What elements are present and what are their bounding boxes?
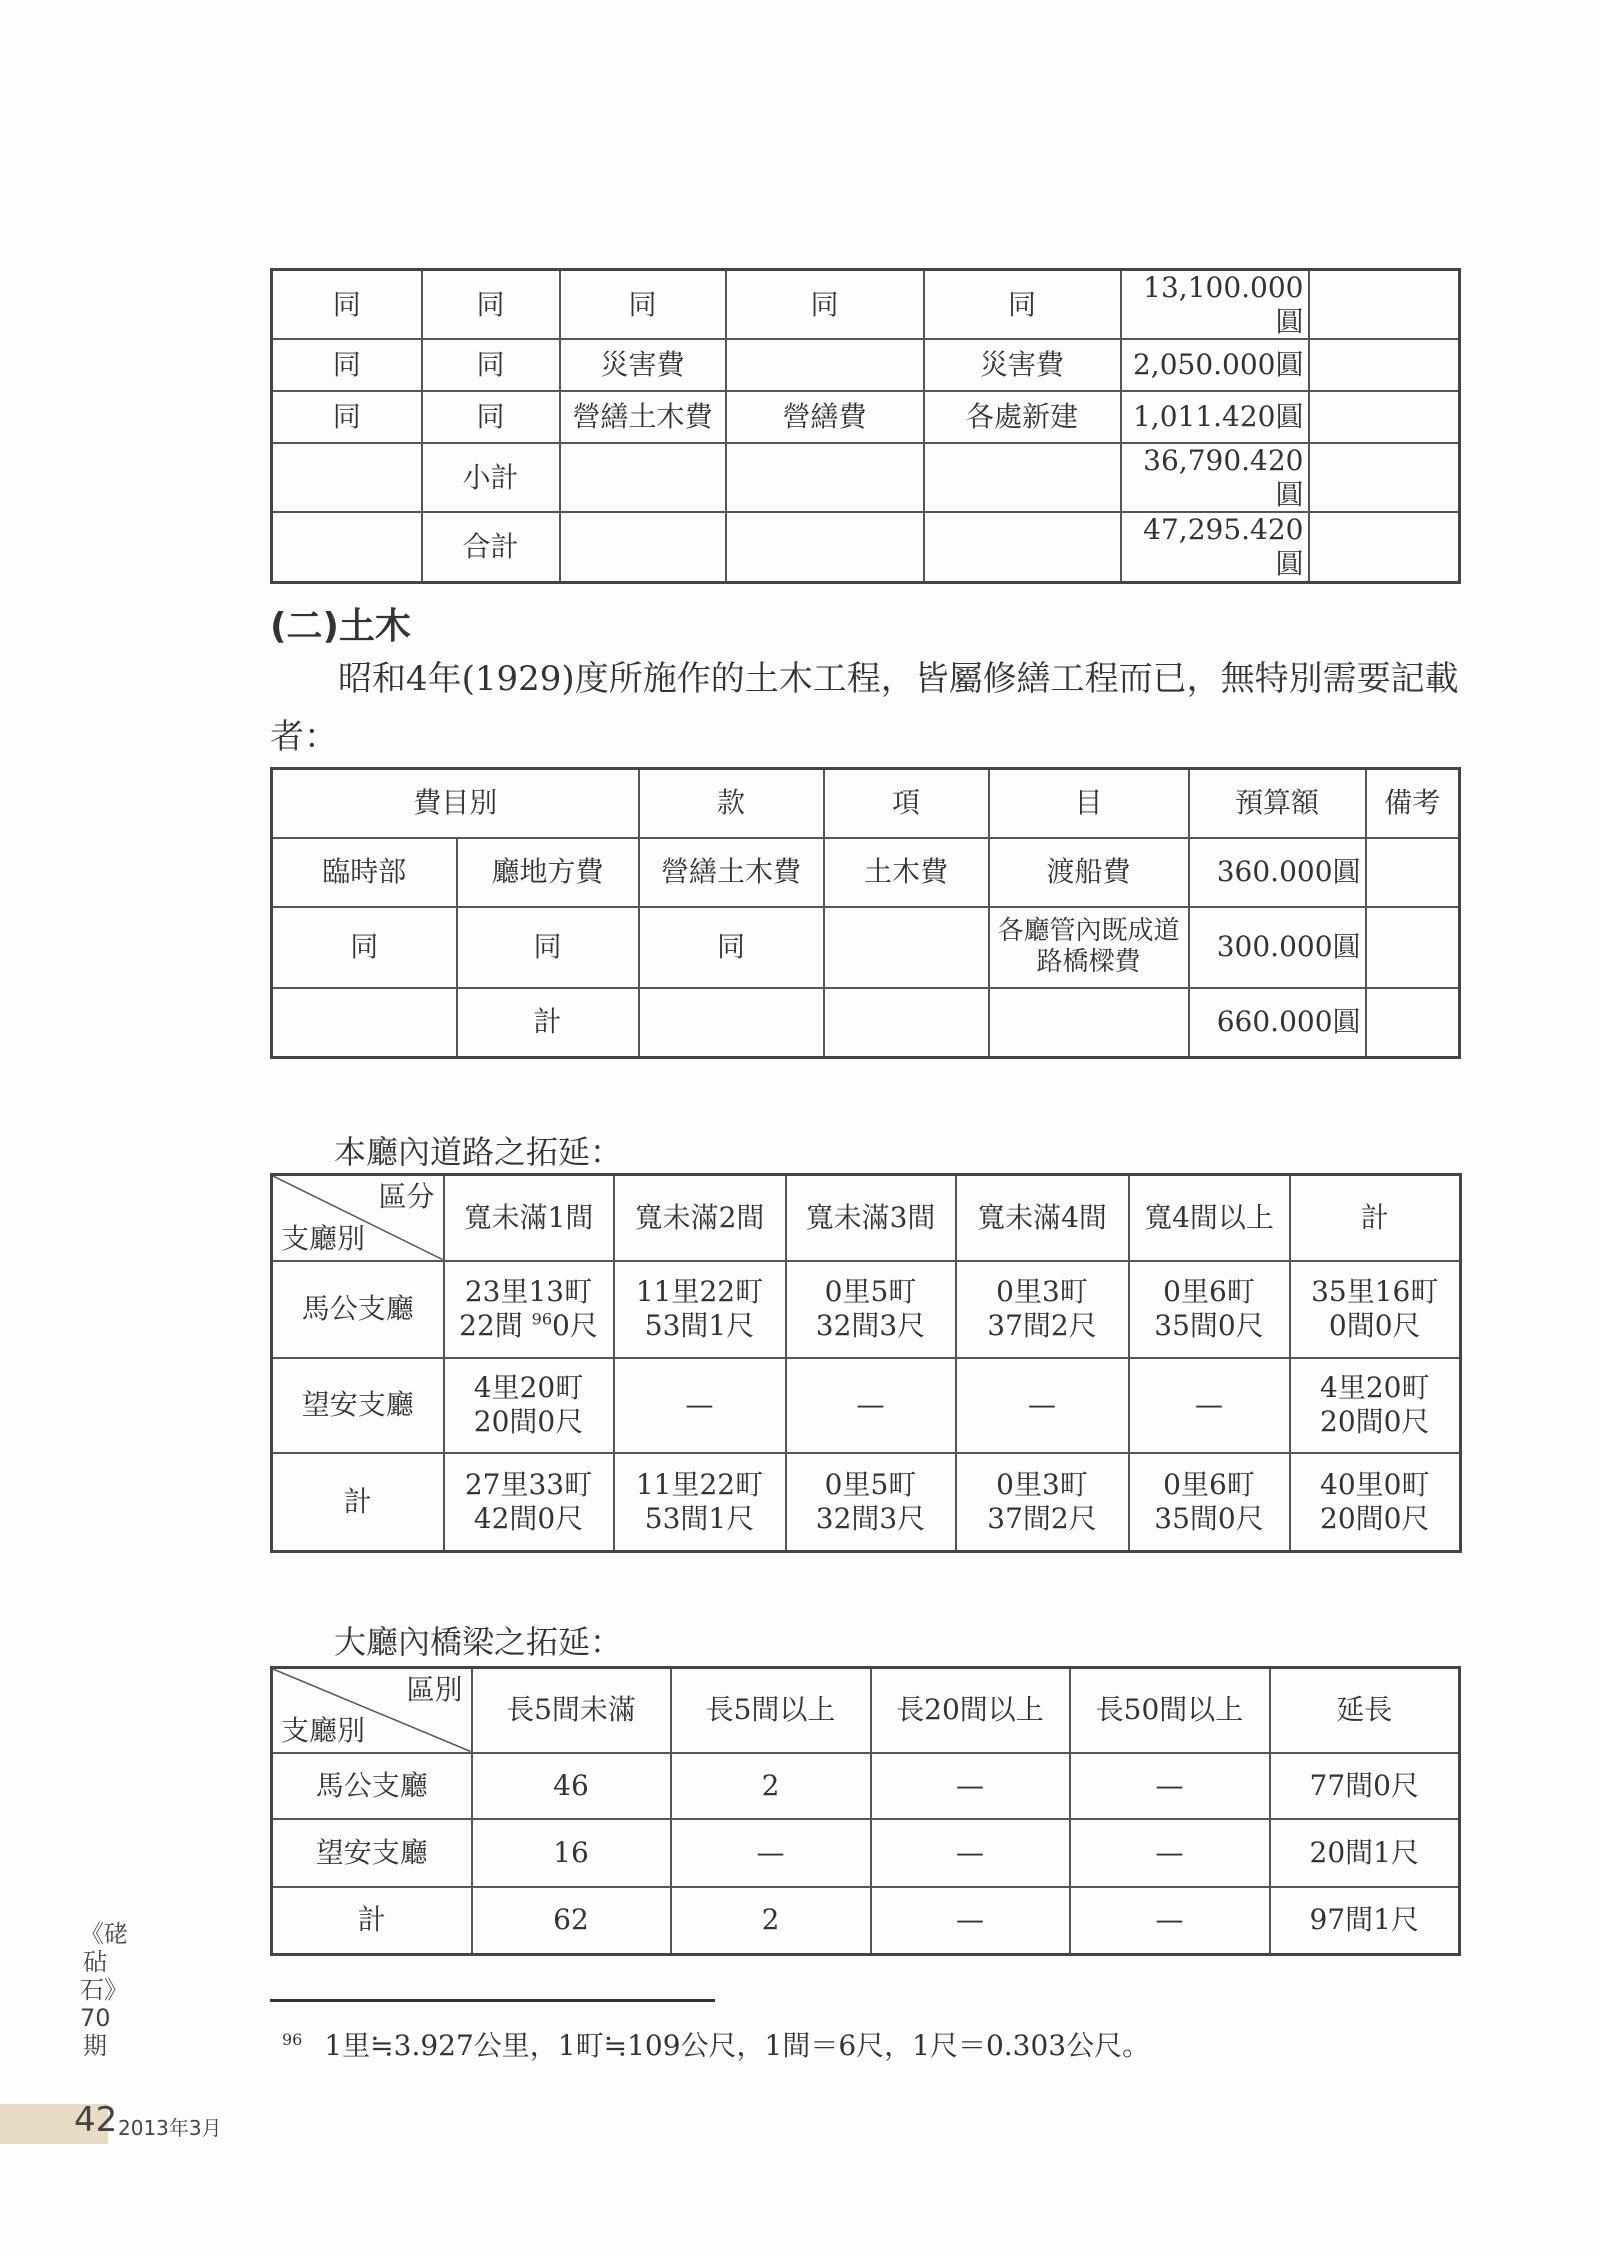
table-cell <box>639 988 824 1058</box>
table-cell: 各廳管內既成道路橋樑費 <box>989 907 1189 988</box>
table-cell: — <box>871 1753 1070 1819</box>
table-cell: 同 <box>272 907 457 988</box>
table-cell: 同 <box>639 907 824 988</box>
cell-text: 0尺 <box>552 1309 598 1342</box>
corner-top-label: 區別 <box>406 1673 463 1706</box>
header-cell: 延長 <box>1270 1668 1460 1753</box>
table-row <box>272 391 1460 443</box>
corner-bottom-label: 支廳別 <box>281 1221 366 1255</box>
table-cell: 土木費 <box>824 838 989 907</box>
table-cell <box>1309 391 1460 443</box>
table-cell <box>1366 838 1460 907</box>
cell-line: 40里0町 <box>1320 1468 1430 1502</box>
table-cell: 13,100.000圓 <box>1121 270 1309 340</box>
footnote-text: 1里≒3.927公里，1町≒109公尺，1間＝6尺，1尺＝0.303公尺。 <box>324 2029 1151 2062</box>
header-cell: 備考 <box>1366 769 1460 838</box>
cell-line: 37間2尺 <box>987 1309 1097 1342</box>
table-cell: 47,295.420圓 <box>1121 512 1309 582</box>
corner-bottom-label: 支廳別 <box>281 1713 366 1747</box>
cell-line: — <box>1028 1388 1056 1422</box>
table-cell <box>560 512 726 582</box>
table-cell: — <box>871 1819 1070 1887</box>
section-heading: (二)土木 <box>270 606 411 647</box>
cell-line: — <box>856 1388 885 1422</box>
table-cell <box>614 1453 786 1552</box>
table-cell: 2 <box>671 1753 871 1819</box>
table-cell <box>560 443 726 512</box>
table-cell <box>614 1358 786 1453</box>
table-cell <box>444 1261 614 1358</box>
table-cell <box>1290 1261 1461 1358</box>
table-header-row <box>272 1175 1461 1261</box>
row-label: 望安支廳 <box>272 1819 472 1887</box>
table-cell: 災害費 <box>924 339 1121 391</box>
page-number: 42 <box>74 2100 118 2140</box>
table-cell <box>824 907 989 988</box>
cell-line: 35里16町 <box>1311 1275 1439 1309</box>
corner-cell <box>272 1668 472 1753</box>
table-header-row <box>272 1668 1460 1753</box>
cell-line <box>449 1309 609 1343</box>
header-cell: 目 <box>989 769 1189 838</box>
header-cell: 寬未滿1間 <box>444 1175 614 1261</box>
cell-line: 32間3尺 <box>815 1309 926 1342</box>
table-cell: 營繕土木費 <box>639 838 824 907</box>
table-cell <box>956 1261 1129 1358</box>
table-cell <box>1309 443 1460 512</box>
footnote <box>282 2024 1150 2064</box>
table-row <box>272 1261 1461 1358</box>
roads-table <box>270 1173 1462 1553</box>
section-paragraph: 昭和4年(1929)度所施作的土木工程，皆屬修繕工程而已，無特別需要記載者： <box>270 659 1459 757</box>
table-cell <box>824 988 989 1058</box>
table-cell: 災害費 <box>560 339 726 391</box>
row-label: 馬公支廳 <box>272 1261 444 1358</box>
table-cell: 同 <box>726 270 924 340</box>
table-row <box>272 988 1460 1058</box>
table-cell <box>924 443 1121 512</box>
table-cell <box>956 1358 1129 1453</box>
table-cell: 2 <box>671 1887 871 1955</box>
table-cell <box>726 512 924 582</box>
table-cell: — <box>671 1819 871 1887</box>
footnote-divider <box>270 1999 715 2002</box>
table-cell: 同 <box>457 907 639 988</box>
table-cell: 同 <box>272 391 422 443</box>
header-cell: 寬未滿2間 <box>614 1175 786 1261</box>
header-cell: 長5間以上 <box>671 1668 871 1753</box>
table-cell <box>272 988 457 1058</box>
cell-line: 20間0尺 <box>473 1405 584 1438</box>
header-cell: 預算額 <box>1189 769 1366 838</box>
cell-text: 22間 <box>459 1309 532 1342</box>
cell-line: 0里3町 <box>996 1275 1088 1309</box>
table-cell: — <box>1070 1753 1270 1819</box>
cell-line: 20間0尺 <box>1320 1405 1430 1438</box>
header-cell: 費目別 <box>272 769 639 838</box>
bridges-caption: 大廳內橋梁之拓延： <box>334 1623 623 1661</box>
table-cell: 同 <box>560 270 726 340</box>
bridges-table <box>270 1666 1461 1956</box>
header-cell: 長5間未滿 <box>472 1668 671 1753</box>
table-cell: 計 <box>457 988 639 1058</box>
table-cell: 同 <box>924 270 1121 340</box>
table-cell: 62 <box>472 1887 671 1955</box>
table-cell: 廳地方費 <box>457 838 639 907</box>
table-cell <box>726 339 924 391</box>
table-row <box>272 1753 1460 1819</box>
roads-caption: 本廳內道路之拓延： <box>334 1133 623 1171</box>
table-cell: 20間1尺 <box>1270 1819 1460 1887</box>
header-cell: 寬未滿4間 <box>956 1175 1129 1261</box>
table-cell: 營繕土木費 <box>560 391 726 443</box>
cell-line: 42間0尺 <box>473 1501 584 1535</box>
row-label: 計 <box>272 1453 444 1552</box>
table-cell <box>1129 1358 1290 1453</box>
table-row <box>272 1358 1461 1453</box>
table-cell: — <box>1070 1819 1270 1887</box>
cell-line: 0里6町 <box>1163 1275 1255 1309</box>
table-cell: 16 <box>472 1819 671 1887</box>
table-cell: 同 <box>272 339 422 391</box>
table-cell <box>1366 988 1460 1058</box>
table-cell <box>272 512 422 582</box>
table-cell <box>614 1261 786 1358</box>
table-cell <box>1290 1453 1461 1552</box>
cell-line: 0里3町 <box>996 1468 1088 1502</box>
cell-line: 32間3尺 <box>815 1501 926 1535</box>
table-cell: 小計 <box>422 443 560 512</box>
table-cell: 渡船費 <box>989 838 1189 907</box>
cell-line: 0里5町 <box>824 1275 917 1309</box>
table-cell <box>444 1453 614 1552</box>
table-cell <box>1309 270 1460 340</box>
table-cell: 97間1尺 <box>1270 1887 1460 1955</box>
table-cell: 同 <box>422 339 560 391</box>
cell-line: 23里13町 <box>464 1275 593 1309</box>
cell-line: — <box>1195 1388 1223 1422</box>
table-cell <box>1290 1358 1461 1453</box>
table-cell <box>272 443 422 512</box>
table-cell <box>786 1261 956 1358</box>
table-cell: 660.000圓 <box>1189 988 1366 1058</box>
table-header-row <box>272 769 1460 838</box>
civil-budget-table <box>270 767 1461 1059</box>
table-row <box>272 443 1460 512</box>
table-cell <box>786 1453 956 1552</box>
table-cell <box>1309 512 1460 582</box>
cell-line: 35間0尺 <box>1154 1309 1264 1342</box>
header-cell: 項 <box>824 769 989 838</box>
row-label: 計 <box>272 1887 472 1955</box>
cell-line: — <box>685 1388 714 1422</box>
footnote-ref: 96 <box>531 1309 553 1329</box>
header-cell: 款 <box>639 769 824 838</box>
table-cell: 2,050.000圓 <box>1121 339 1309 391</box>
table-cell: 同 <box>422 391 560 443</box>
table-cell <box>1309 339 1460 391</box>
table-cell: 36,790.420圓 <box>1121 443 1309 512</box>
cell-line: 11里22町 <box>635 1468 764 1502</box>
table-cell: 77間0尺 <box>1270 1753 1460 1819</box>
table-cell: 各處新建 <box>924 391 1121 443</box>
table-cell: 合計 <box>422 512 560 582</box>
issue-date: 2013年3月 <box>118 2116 222 2140</box>
cell-line: 0里6町 <box>1163 1468 1255 1502</box>
cell-line: 0里5町 <box>824 1468 917 1502</box>
table-cell <box>786 1358 956 1453</box>
cell-line: 35間0尺 <box>1154 1501 1264 1535</box>
table-row <box>272 270 1460 340</box>
table-cell: 360.000圓 <box>1189 838 1366 907</box>
cell-line: 27里33町 <box>464 1468 593 1502</box>
table-cell: 臨時部 <box>272 838 457 907</box>
row-label: 馬公支廳 <box>272 1753 472 1819</box>
journal-title-vertical: 《硓砧石》70期 <box>80 1920 128 2060</box>
header-cell: 寬4間以上 <box>1129 1175 1290 1261</box>
table-row <box>272 512 1460 582</box>
table-cell <box>1129 1453 1290 1552</box>
table-row <box>272 907 1460 988</box>
budget-table-continued <box>270 268 1461 584</box>
corner-top-label: 區分 <box>378 1180 435 1213</box>
cell-line: 4里20町 <box>1320 1371 1430 1405</box>
table-cell: 同 <box>272 270 422 340</box>
table-cell <box>1129 1261 1290 1358</box>
table-cell <box>1366 907 1460 988</box>
cell-line: 20間0尺 <box>1320 1501 1430 1535</box>
corner-cell <box>272 1175 444 1261</box>
table-cell <box>956 1453 1129 1552</box>
table-cell <box>989 988 1189 1058</box>
cell-line: 53間1尺 <box>644 1501 755 1535</box>
table-cell: — <box>1070 1887 1270 1955</box>
table-cell: — <box>871 1887 1070 1955</box>
table-cell <box>444 1358 614 1453</box>
cell-line: 4里20町 <box>473 1371 584 1405</box>
table-cell <box>924 512 1121 582</box>
table-row <box>272 1819 1460 1887</box>
header-cell: 長50間以上 <box>1070 1668 1270 1753</box>
table-row <box>272 339 1460 391</box>
table-cell: 營繕費 <box>726 391 924 443</box>
table-row <box>272 1887 1460 1955</box>
table-cell: 300.000圓 <box>1189 907 1366 988</box>
header-cell: 長20間以上 <box>871 1668 1070 1753</box>
header-cell: 寬未滿3間 <box>786 1175 956 1261</box>
footnote-number: 96 <box>282 2029 303 2049</box>
table-cell: 同 <box>422 270 560 340</box>
cell-line: 37間2尺 <box>987 1501 1097 1535</box>
cell-line: 11里22町 <box>635 1275 764 1309</box>
cell-line: 53間1尺 <box>644 1309 755 1342</box>
table-cell: 46 <box>472 1753 671 1819</box>
row-label: 望安支廳 <box>272 1358 444 1453</box>
table-row <box>272 838 1460 907</box>
table-cell: 1,011.420圓 <box>1121 391 1309 443</box>
cell-line: 0間0尺 <box>1328 1309 1421 1342</box>
table-row <box>272 1453 1461 1552</box>
table-cell <box>726 443 924 512</box>
header-cell: 計 <box>1290 1175 1461 1261</box>
